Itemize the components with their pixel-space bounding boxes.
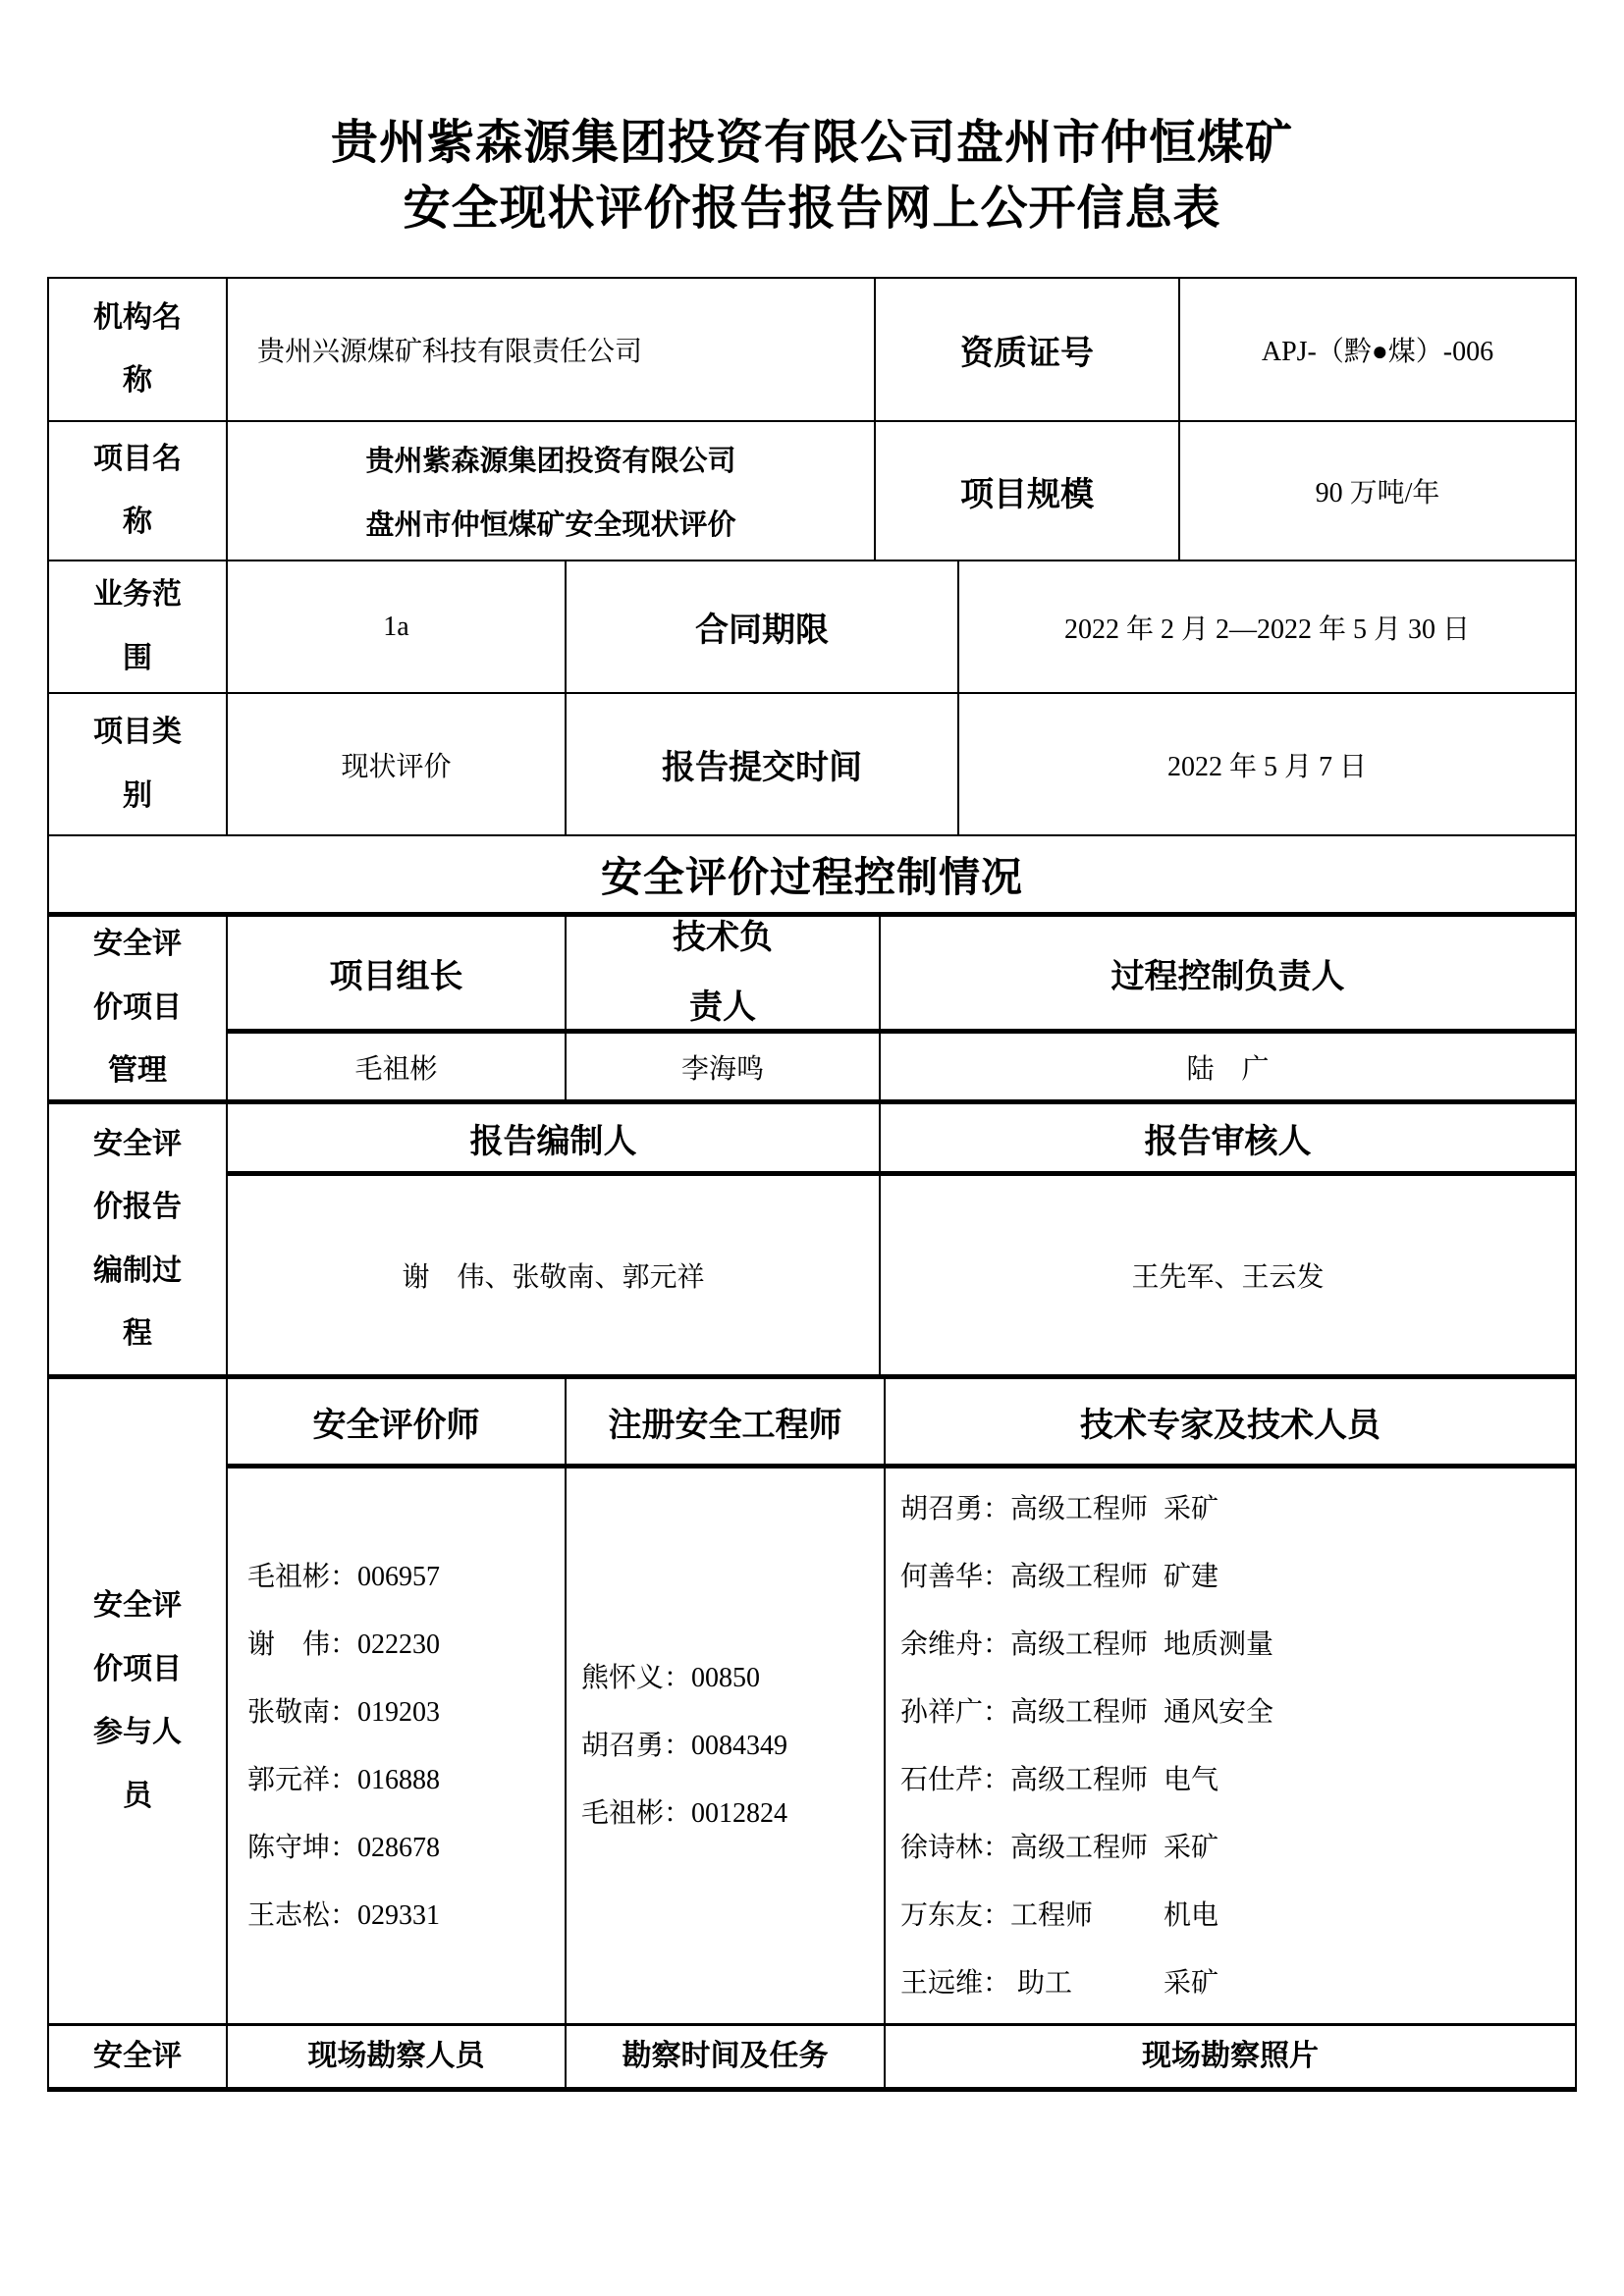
category-value: 现状评价: [228, 694, 567, 834]
participants-body: [228, 1379, 1575, 2023]
cert-label: 资质证号: [876, 279, 1180, 420]
engineers-cell: [567, 1468, 886, 2023]
scope-label-cell: [49, 561, 228, 692]
report-process-body: [228, 1104, 1575, 1374]
row-project: [49, 422, 1575, 561]
expert-name-title: 万东友：工程师: [900, 1899, 1094, 1931]
engineers-list: [567, 1468, 884, 2023]
report-section-label: 安全评价报告编制过程: [93, 1127, 182, 1350]
document-title-line1: 贵州紫森源集团投资有限公司盘州市仲恒煤矿: [330, 117, 1293, 169]
evaluators-list: [228, 1468, 565, 2023]
report-header-row: [228, 1104, 1575, 1176]
project-value-line1: 贵州紫森源集团投资有限公司: [365, 446, 736, 477]
org-label-cell: [49, 279, 228, 420]
management-section-label-cell: [49, 917, 228, 1099]
list-item: [900, 1814, 1575, 1882]
report-data-row: [228, 1176, 1575, 1374]
expert-name-title: 何善华：高级工程师: [900, 1561, 1149, 1592]
evaluator-label: 安全评价师: [228, 1379, 567, 1464]
report-section-label-cell: [49, 1104, 228, 1374]
submit-label: 报告提交时间: [567, 694, 959, 834]
expert-name-title: 余维舟：高级工程师: [900, 1629, 1149, 1660]
survey-section-label: 安全评: [49, 2026, 228, 2087]
row-process-heading: [49, 836, 1575, 917]
expert-field: 地质测量: [1164, 1629, 1274, 1660]
tech-value: 李海鸣: [567, 1034, 881, 1099]
section-report-process: [49, 1104, 1575, 1379]
expert-field: 电气: [1164, 1764, 1219, 1795]
evaluators-cell: [228, 1468, 567, 2023]
management-data-row: [228, 1034, 1575, 1099]
management-section-label: 安全评价项目管理: [93, 928, 182, 1088]
list-item: 陈守坤：028678: [247, 1832, 441, 1863]
list-item: [900, 1746, 1575, 1814]
reviewer-label: 报告审核人: [1144, 1123, 1312, 1160]
participants-header-row: [228, 1379, 1575, 1468]
contract-value: 2022 年 2 月 2—2022 年 5 月 30 日: [1063, 614, 1470, 645]
tech-label: 技术负责人: [673, 919, 773, 1026]
expert-field: 采矿: [1164, 1832, 1219, 1863]
project-label: 项目名称: [93, 442, 182, 538]
org-value: 贵州兴源煤矿科技有限责任公司: [228, 279, 876, 420]
management-body: [228, 917, 1575, 1099]
document-title: [0, 0, 1624, 241]
participants-section-label-cell: [49, 1379, 228, 2023]
scope-value: 1a: [228, 561, 567, 692]
scope-label: 业务范围: [93, 578, 182, 674]
expert-name-title: 王远维： 助工: [900, 1967, 1073, 1999]
list-item: [900, 1475, 1575, 1543]
experts-list: [886, 1468, 1575, 2023]
expert-name-title: 孙祥广：高级工程师: [900, 1696, 1149, 1728]
survey-personnel-label: 现场勘察人员: [228, 2026, 567, 2087]
category-label-cell: [49, 694, 228, 834]
scale-value: 90 万吨/年: [1315, 478, 1440, 508]
tech-label-cell: [567, 917, 881, 1029]
leader-label: 项目组长: [228, 917, 567, 1029]
expert-name-title: 石仕芹：高级工程师: [900, 1764, 1149, 1795]
participants-data-row: [228, 1468, 1575, 2023]
list-item: [900, 1611, 1575, 1679]
list-item: [900, 1679, 1575, 1746]
section-participants: [49, 1379, 1575, 2026]
section-management: [49, 917, 1575, 1104]
survey-time-label: 勘察时间及任务: [567, 2026, 886, 2087]
expert-field: 通风安全: [1164, 1696, 1274, 1728]
list-item: 王志松：029331: [247, 1899, 441, 1931]
cert-value: APJ-（黔●煤）-006: [1261, 337, 1494, 367]
leader-value: 毛祖彬: [228, 1034, 567, 1099]
compiler-label: 报告编制人: [228, 1104, 881, 1171]
document-title-line2: 安全现状评价报告报告网上公开信息表: [403, 183, 1221, 235]
project-value: [365, 439, 735, 543]
org-label: 机构名称: [93, 300, 182, 397]
compiler-value: 谢 伟、张敬南、郭元祥: [228, 1176, 881, 1374]
list-item: [900, 1882, 1575, 1949]
control-label: 过程控制负责人: [1110, 958, 1345, 995]
list-item: [900, 1543, 1575, 1611]
expert-field: 矿建: [1164, 1561, 1219, 1592]
row-scope: [49, 561, 1575, 694]
list-item: 谢 伟：022230: [247, 1629, 441, 1660]
list-item: 毛祖彬：006957: [247, 1561, 441, 1592]
list-item: 张敬南：019203: [247, 1696, 441, 1728]
row-category: [49, 694, 1575, 836]
row-survey: [49, 2026, 1575, 2087]
reviewer-value: 王先军、王云发: [1131, 1262, 1325, 1293]
project-value-cell: [228, 422, 876, 560]
management-header-row: [228, 917, 1575, 1034]
list-item: 毛祖彬：0012824: [581, 1798, 788, 1829]
category-label: 项目类别: [93, 716, 182, 812]
control-value: 陆 广: [1186, 1053, 1270, 1085]
row-organization: [49, 279, 1575, 422]
contract-label: 合同期限: [567, 561, 959, 692]
expert-name-title: 徐诗林：高级工程师: [900, 1832, 1149, 1863]
expert-label: 技术专家及技术人员: [1080, 1407, 1380, 1444]
expert-name-title: 胡召勇：高级工程师: [900, 1493, 1149, 1524]
list-item: 胡召勇：0084349: [581, 1731, 788, 1761]
list-item: 熊怀义：00850: [581, 1663, 761, 1693]
process-heading: 安全评价过程控制情况: [600, 855, 1023, 901]
list-item: [900, 1949, 1575, 2017]
experts-cell: [886, 1468, 1575, 2023]
participants-section-label: 安全评价项目参与人员: [93, 1589, 182, 1812]
info-table: [47, 277, 1577, 2092]
submit-value: 2022 年 5 月 7 日: [1166, 751, 1367, 782]
survey-photo-label: 现场勘察照片: [1142, 2039, 1319, 2072]
project-label-cell: [49, 422, 228, 560]
expert-field: 采矿: [1164, 1967, 1219, 1999]
scale-label: 项目规模: [876, 422, 1180, 560]
expert-field: 机电: [1164, 1899, 1219, 1931]
expert-field: 采矿: [1164, 1493, 1219, 1524]
list-item: 郭元祥：016888: [247, 1764, 441, 1795]
project-value-line2: 盘州市仲恒煤矿安全现状评价: [365, 509, 736, 541]
engineer-label: 注册安全工程师: [567, 1379, 886, 1464]
